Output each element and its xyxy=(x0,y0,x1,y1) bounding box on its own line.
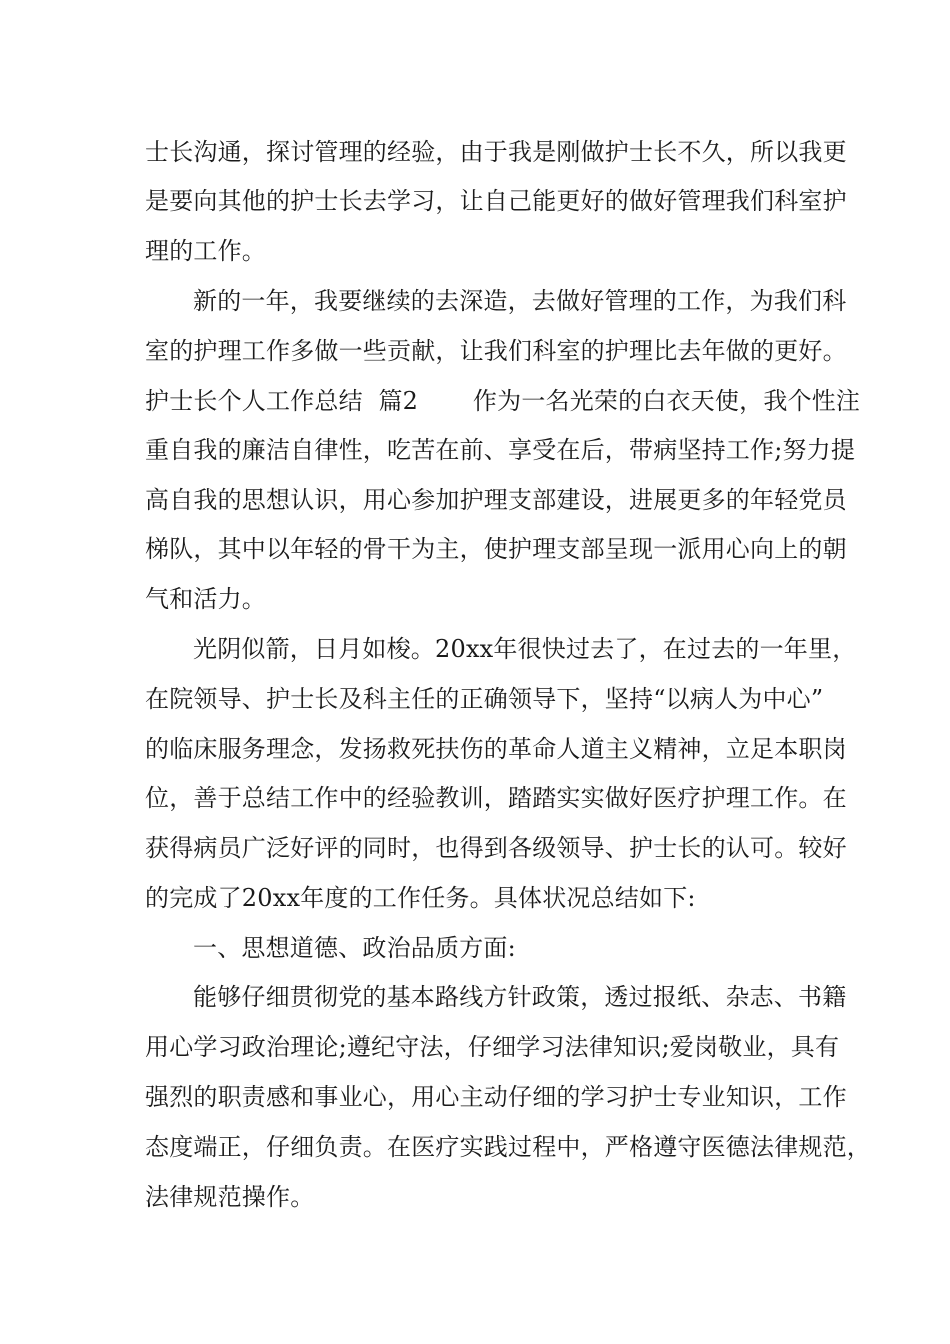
text-line: 法律规范操作。 xyxy=(145,1183,315,1211)
text-line: 态度端正，仔细负责。在医疗实践过程中，严格遵守医德法律规范， xyxy=(145,1133,871,1161)
text-line: 梯队，其中以年轻的骨干为主，使护理支部呈现一派用心向上的朝 xyxy=(145,535,847,563)
text-line: 是要向其他的护士长去学习，让自己能更好的做好管理我们科室护 xyxy=(145,187,847,215)
text-line: 的完成了20xx年度的工作任务。具体状况总结如下: xyxy=(145,884,696,912)
text-line: 新的一年，我要继续的去深造，去做好管理的工作，为我们科 xyxy=(193,287,847,315)
text-line: 室的护理工作多做一些贡献，让我们科室的护理比去年做的更好。 xyxy=(145,337,847,365)
section-heading-line: 护士长个人工作总结 篇2 作为一名光荣的白衣天使，我个性注 xyxy=(145,387,861,415)
text-line: 重自我的廉洁自律性，吃苦在前、享受在后，带病坚持工作;努力提 xyxy=(145,436,856,464)
text-line: 气和活力。 xyxy=(145,585,266,613)
text-line: 光阴似箭，日月如梭。20xx年很快过去了，在过去的一年里， xyxy=(193,635,857,663)
subheading-line: 一、思想道德、政治品质方面: xyxy=(193,934,516,962)
text-line: 理的工作。 xyxy=(145,237,266,265)
text-line: 获得病员广泛好评的同时，也得到各级领导、护士长的认可。较好 xyxy=(145,834,847,862)
text-line: 用心学习政治理论;遵纪守法，仔细学习法律知识;爱岗敬业，具有 xyxy=(145,1033,840,1061)
text-line: 士长沟通，探讨管理的经验，由于我是刚做护士长不久，所以我更 xyxy=(145,138,847,166)
text-line: 高自我的思想认识，用心参加护理支部建设，进展更多的年轻党员 xyxy=(145,486,847,514)
text-line: 的临床服务理念，发扬救死扶伤的革命人道主义精神，立足本职岗 xyxy=(145,735,847,763)
text-line: 在院领导、护士长及科主任的正确领导下，坚持“以病人为中心” xyxy=(145,685,824,713)
text-line: 位，善于总结工作中的经验教训，踏踏实实做好医疗护理工作。在 xyxy=(145,784,847,812)
text-line: 能够仔细贯彻党的基本路线方针政策，透过报纸、杂志、书籍 xyxy=(193,983,847,1011)
text-line: 强烈的职责感和事业心，用心主动仔细的学习护士专业知识，工作 xyxy=(145,1083,847,1111)
